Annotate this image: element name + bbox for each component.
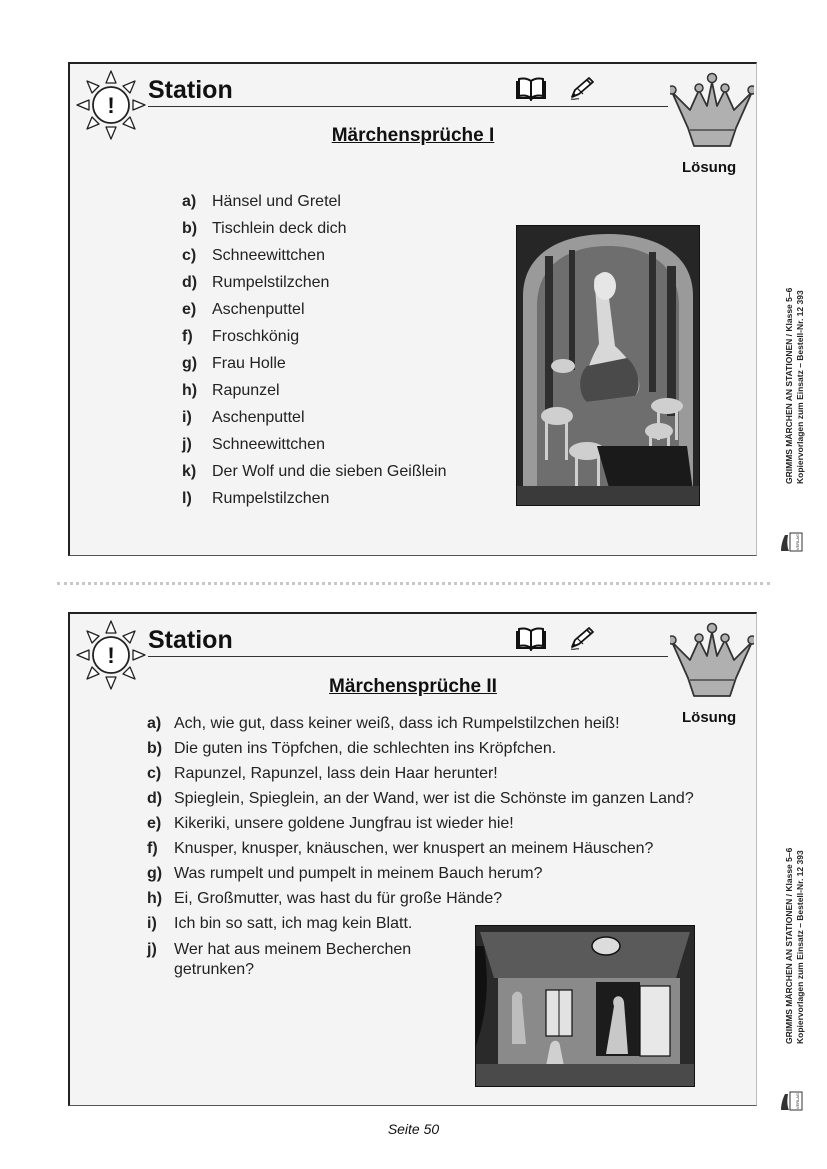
item-text: Hänsel und Gretel <box>212 193 341 210</box>
station-title: Station <box>148 626 233 654</box>
item-letter: a) <box>182 193 197 210</box>
item-text: Schneewittchen <box>212 436 325 453</box>
item-text: Der Wolf und die sieben Geißlein <box>212 463 447 480</box>
item-letter: l) <box>182 490 192 507</box>
item-text: Ach, wie gut, dass keiner weiß, dass ich Rumpelstilzchen heiß! <box>174 715 620 732</box>
item-letter: h) <box>182 382 198 399</box>
item-text: Rumpelstilzchen <box>212 490 330 507</box>
station-title: Station <box>148 76 233 104</box>
list-item <box>182 355 447 382</box>
svg-text:!: ! <box>107 93 115 118</box>
sidebar-line-2: Kopiervorlagen zum Einsatz – Bestell-Nr. 12 393 <box>795 850 805 1044</box>
list-item <box>182 274 447 301</box>
list-item <box>182 463 447 490</box>
fairy-tale-illustration-cottage <box>475 925 695 1087</box>
item-letter: e) <box>147 815 162 832</box>
publisher-logo-text: VERLAG <box>795 533 800 551</box>
item-text: Was rumpelt und pumpelt in meinem Bauch herum? <box>174 865 543 882</box>
item-text: Spieglein, Spieglein, an der Wand, wer ist die Schönste im ganzen Land? <box>174 790 694 807</box>
item-letter: e) <box>182 301 197 318</box>
item-letter: d) <box>147 790 163 807</box>
list-item <box>147 840 694 865</box>
book-icon <box>515 77 547 101</box>
answer-list <box>182 193 447 517</box>
list-item <box>147 865 694 890</box>
item-text: Knusper, knusper, knäuschen, wer knuspert an meinem Häuschen? <box>174 840 654 857</box>
list-item <box>182 301 447 328</box>
item-letter: g) <box>182 355 198 372</box>
item-text: Ei, Großmutter, was hast du für große Hände? <box>174 890 503 907</box>
card-subtitle: Märchensprüche II <box>329 676 497 697</box>
item-letter: d) <box>182 274 198 291</box>
list-item <box>147 815 694 840</box>
list-item <box>182 220 447 247</box>
station-card-2 <box>68 612 757 1106</box>
item-text: Frau Holle <box>212 355 286 372</box>
item-text: Rapunzel <box>212 382 280 399</box>
fairy-tale-illustration-goat-with-kids <box>516 225 700 506</box>
cut-line-divider <box>57 582 770 585</box>
item-letter: f) <box>147 840 158 857</box>
publisher-logo <box>779 531 805 553</box>
item-text: Aschenputtel <box>212 301 305 318</box>
list-item <box>182 382 447 409</box>
sidebar-line-2: Kopiervorlagen zum Einsatz – Bestell-Nr. 12 393 <box>795 290 805 484</box>
item-letter: h) <box>147 890 163 907</box>
book-icon <box>515 627 547 651</box>
list-item <box>182 328 447 355</box>
publisher-logo <box>779 1090 805 1112</box>
list-item <box>182 490 447 517</box>
item-letter: k) <box>182 463 197 480</box>
item-letter: i) <box>147 915 157 932</box>
item-letter: b) <box>147 740 163 757</box>
sidebar-line-1: GRIMMS MÄRCHEN AN STATIONEN / Klasse 5–6 <box>784 287 794 484</box>
list-item <box>182 436 447 463</box>
item-letter: a) <box>147 715 162 732</box>
item-text: Rapunzel, Rapunzel, lass dein Haar herunter! <box>174 765 498 782</box>
list-item <box>147 765 694 790</box>
item-text: Wer hat aus meinem Becherchen getrunken? <box>174 941 412 978</box>
item-text: Kikeriki, unsere goldene Jungfrau ist wieder hie! <box>174 815 514 832</box>
station-card-1 <box>68 62 757 556</box>
solution-label: Lösung <box>682 709 737 726</box>
item-text: Aschenputtel <box>212 409 305 426</box>
publisher-sidebar-text <box>784 288 806 484</box>
title-rule <box>148 106 668 107</box>
item-letter: j) <box>147 941 157 958</box>
list-item <box>182 193 447 220</box>
pencil-icon <box>568 75 596 101</box>
list-item <box>147 940 424 980</box>
sidebar-line-1: GRIMMS MÄRCHEN AN STATIONEN / Klasse 5–6 <box>784 847 794 1044</box>
item-letter: j) <box>182 436 192 453</box>
list-item <box>147 790 694 815</box>
list-item <box>182 247 447 274</box>
list-item <box>182 409 447 436</box>
item-text: Ich bin so satt, ich mag kein Blatt. <box>174 915 413 932</box>
item-letter: c) <box>182 247 197 264</box>
item-text: Tischlein deck dich <box>212 220 347 237</box>
item-text: Die guten ins Töpfchen, die schlechten ins Kröpfchen. <box>174 740 557 757</box>
svg-text:!: ! <box>107 643 115 668</box>
card-subtitle: Märchensprüche I <box>331 125 495 146</box>
item-text: Rumpelstilzchen <box>212 274 330 291</box>
page-number: Seite 50 <box>387 1121 440 1137</box>
item-text: Froschkönig <box>212 328 300 345</box>
item-letter: g) <box>147 865 163 882</box>
list-item <box>147 890 694 915</box>
publisher-sidebar-text <box>784 848 806 1044</box>
item-letter: c) <box>147 765 162 782</box>
publisher-logo-text: VERLAG <box>795 1092 800 1110</box>
item-letter: i) <box>182 409 192 426</box>
pencil-icon <box>568 625 596 651</box>
solution-label: Lösung <box>682 159 737 176</box>
title-rule <box>148 656 668 657</box>
item-letter: b) <box>182 220 198 237</box>
list-item <box>147 715 694 740</box>
list-item <box>147 740 694 765</box>
item-letter: f) <box>182 328 193 345</box>
item-text: Schneewittchen <box>212 247 325 264</box>
